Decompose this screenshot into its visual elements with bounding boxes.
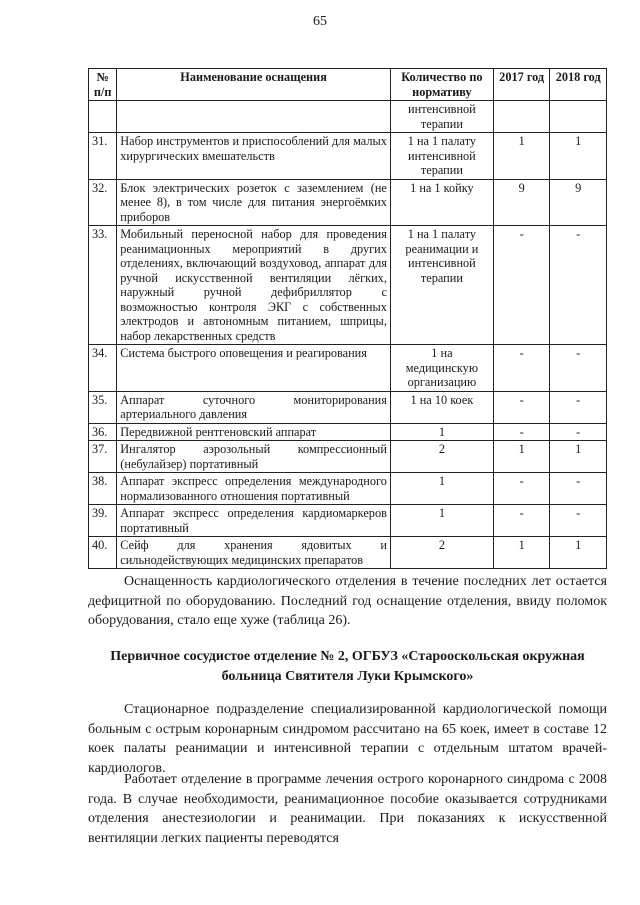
table-row (89, 345, 607, 392)
equipment-name-cell: Система быстрого оповещения и реагирования (117, 345, 391, 392)
equipment-name-cell (117, 101, 391, 133)
norm-quantity-cell: 1 на 1 койку (390, 179, 493, 226)
table-row (89, 473, 607, 505)
header-name: Наименование оснащения (117, 69, 391, 101)
row-number-cell: 37. (89, 441, 117, 473)
year-2017-cell: - (493, 391, 550, 423)
year-2018-cell: - (550, 226, 607, 345)
header-2017: 2017 год (493, 69, 550, 101)
year-2018-cell (550, 101, 607, 133)
year-2017-cell: - (493, 345, 550, 392)
row-number-cell: 39. (89, 505, 117, 537)
equipment-name-cell: Аппарат суточного мониторирования артериального давления (117, 391, 391, 423)
year-2018-cell: - (550, 345, 607, 392)
year-2017-cell: 1 (493, 537, 550, 569)
header-num: № п/п (89, 69, 117, 101)
row-number-cell: 31. (89, 133, 117, 180)
equipment-name-cell: Аппарат экспресс определения кардиомаркеров портативный (117, 505, 391, 537)
year-2017-cell: 1 (493, 133, 550, 180)
table-row (89, 441, 607, 473)
norm-quantity-cell: 1 на 10 коек (390, 391, 493, 423)
table-row (89, 391, 607, 423)
table-row (89, 537, 607, 569)
table-row (89, 505, 607, 537)
row-number-cell: 36. (89, 423, 117, 441)
year-2018-cell: 1 (550, 133, 607, 180)
paragraph-equipment-status: Оснащенность кардиологического отделения в течение последних лет остается дефицитной по оборудованию. Последний год оснащение отделения, ввиду поломок оборудования, стало еще хуже (таблица 26). (88, 574, 607, 628)
year-2017-cell: 1 (493, 441, 550, 473)
row-number-cell: 34. (89, 345, 117, 392)
equipment-name-cell: Передвижной рентгеновский аппарат (117, 423, 391, 441)
year-2018-cell: - (550, 391, 607, 423)
year-2018-cell: 1 (550, 537, 607, 569)
equipment-name-cell: Набор инструментов и приспособлений для малых хирургических вмешательств (117, 133, 391, 180)
year-2017-cell (493, 101, 550, 133)
header-qty: Количество по нормативу (390, 69, 493, 101)
norm-quantity-cell: интенсивной терапии (390, 101, 493, 133)
norm-quantity-cell: 1 (390, 473, 493, 505)
year-2017-cell: - (493, 226, 550, 345)
equipment-name-cell: Блок электрических розеток с заземлением (не менее 8), в том числе для питания энергоёмких приборов (117, 179, 391, 226)
section-heading: Первичное сосудистое отделение № 2, ОГБУЗ «Старооскольская окружная больница Святителя Луки Крымского» (110, 649, 585, 684)
equipment-table (88, 68, 607, 569)
page-number: 65 (313, 14, 327, 29)
table-row (89, 133, 607, 180)
row-number-cell: 38. (89, 473, 117, 505)
year-2017-cell: - (493, 505, 550, 537)
row-number-cell: 40. (89, 537, 117, 569)
norm-quantity-cell: 2 (390, 537, 493, 569)
year-2017-cell: - (493, 423, 550, 441)
row-number-cell: 32. (89, 179, 117, 226)
table-row (89, 226, 607, 345)
row-number-cell: 35. (89, 391, 117, 423)
paragraph-department-program: Работает отделение в программе лечения острого коронарного синдрома с 2008 года. В случае необходимости, реанимационное пособие оказывается сотрудниками отделения анестезиологии и реанимации. При показаниях к искусственной вентиляции легких пациенты переводятся (88, 772, 607, 846)
year-2018-cell: 9 (550, 179, 607, 226)
year-2018-cell: 1 (550, 441, 607, 473)
norm-quantity-cell: 1 (390, 423, 493, 441)
norm-quantity-cell: 1 на медицинскую организацию (390, 345, 493, 392)
paragraph-department-description: Стационарное подразделение специализированной кардиологической помощи больным с острым коронарным синдромом рассчитано на 65 коек, имеет в составе 12 коек палаты реанимации и интенсивной терапии с отдельным штатом врачей-кардиологов. (88, 702, 607, 776)
equipment-name-cell: Мобильный переносной набор для проведения реанимационных мероприятий в других отделениях, включающий воздуховод, аппарат для ручной искусственной вентиляции лёгких, наружный ручной дефибриллятор с возможностью контроля ЭКГ с собственных электродов и автономным питанием, шприцы, набор лекарственных средств (117, 226, 391, 345)
equipment-name-cell: Ингалятор аэрозольный компрессионный (небулайзер) портативный (117, 441, 391, 473)
table-header-row (89, 69, 607, 101)
equipment-name-cell: Аппарат экспресс определения международного нормализованного отношения портативный (117, 473, 391, 505)
year-2018-cell: - (550, 473, 607, 505)
year-2018-cell: - (550, 423, 607, 441)
year-2018-cell: - (550, 505, 607, 537)
equipment-name-cell: Сейф для хранения ядовитых и сильнодействующих медицинских препаратов (117, 537, 391, 569)
year-2017-cell: - (493, 473, 550, 505)
row-number-cell: 33. (89, 226, 117, 345)
norm-quantity-cell: 1 на 1 палату интенсивной терапии (390, 133, 493, 180)
norm-quantity-cell: 2 (390, 441, 493, 473)
table-row (89, 423, 607, 441)
year-2017-cell: 9 (493, 179, 550, 226)
norm-quantity-cell: 1 на 1 палату реанимации и интенсивной терапии (390, 226, 493, 345)
row-number-cell (89, 101, 117, 133)
table-row (89, 179, 607, 226)
header-2018: 2018 год (550, 69, 607, 101)
table-row (89, 101, 607, 133)
norm-quantity-cell: 1 (390, 505, 493, 537)
